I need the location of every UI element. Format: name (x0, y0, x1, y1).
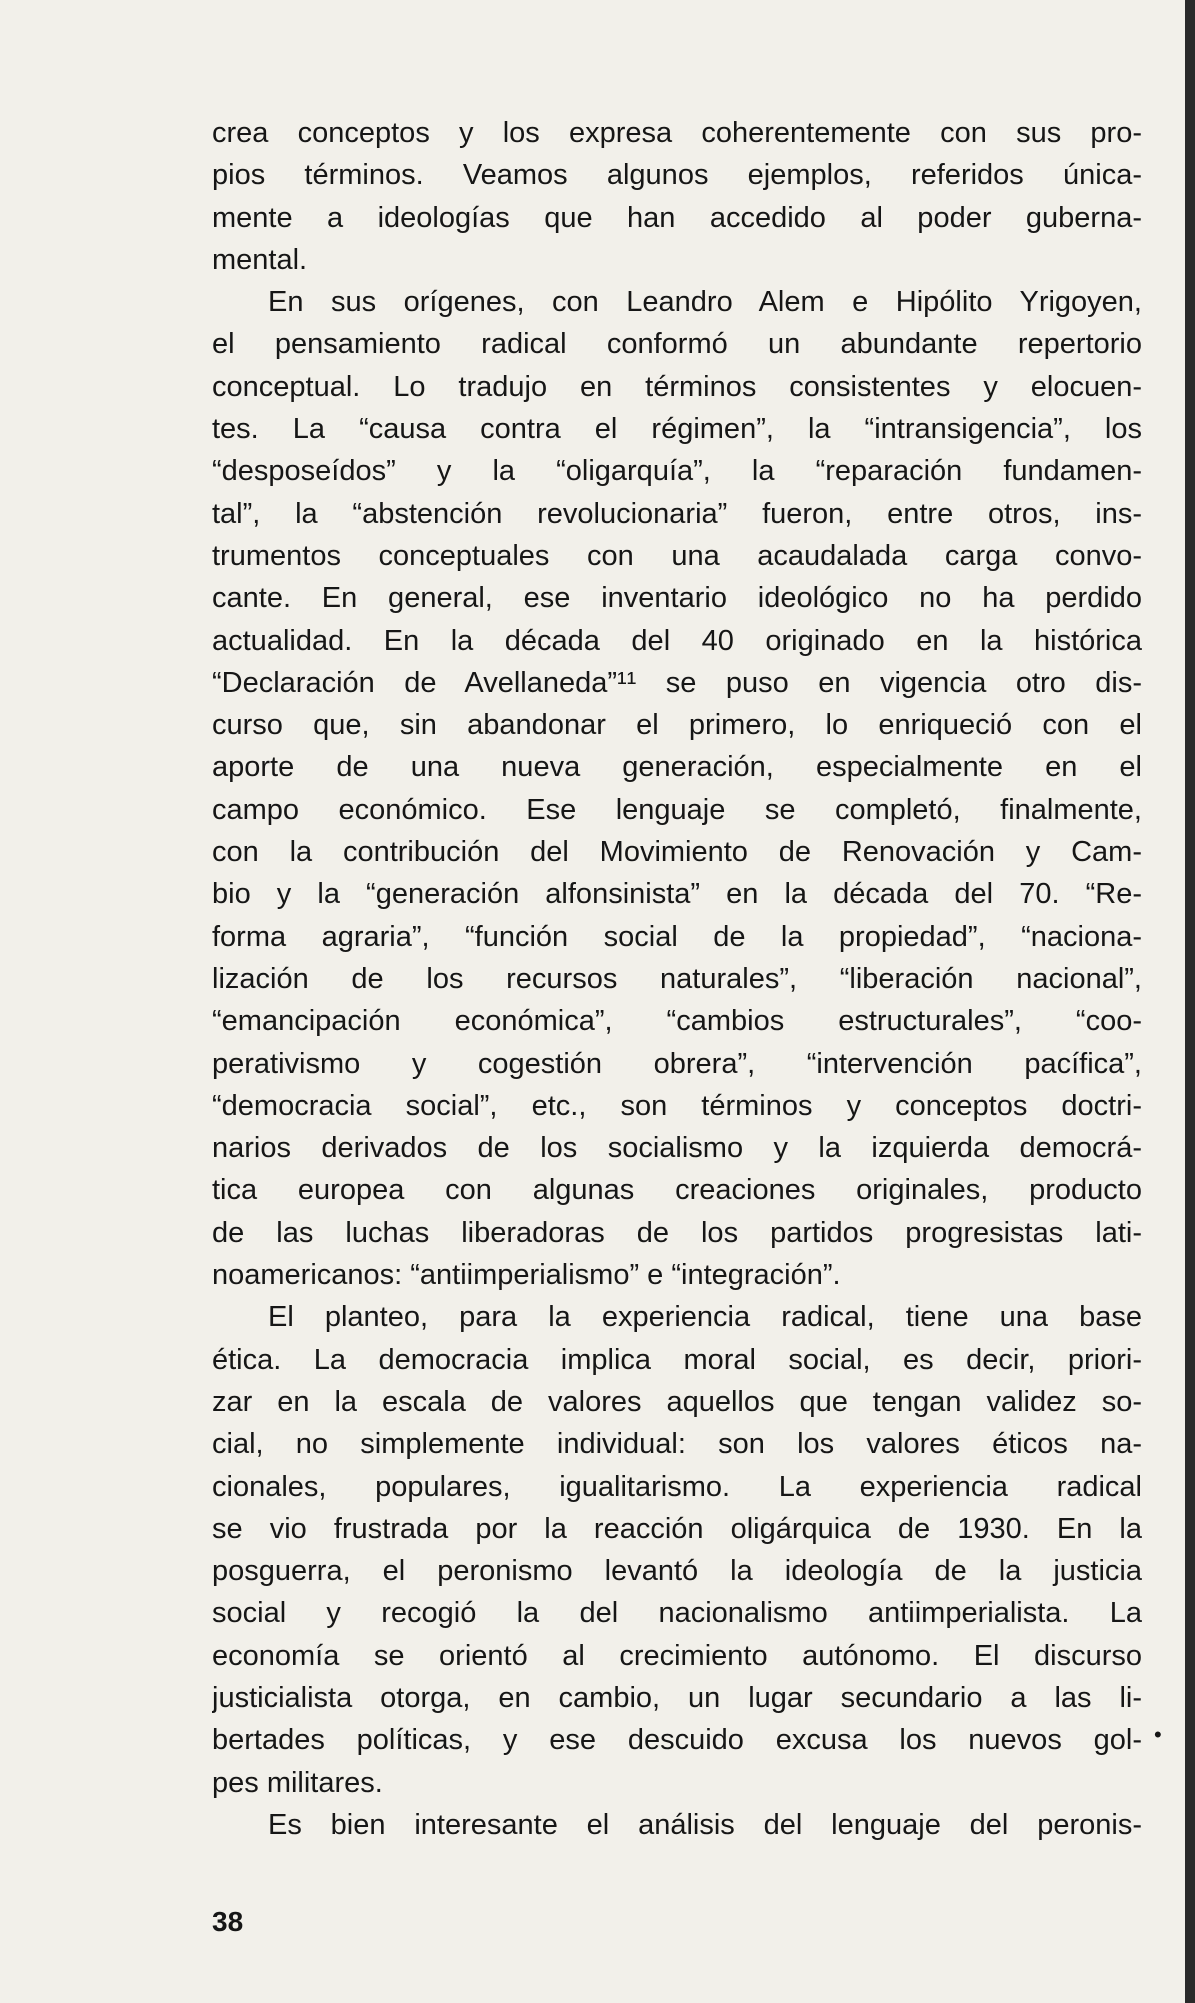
text-line: pes militares. (212, 1766, 383, 1799)
text-line: el pensamiento radical conformó un abundante repertorio (212, 328, 1142, 361)
text-line: “Declaración de Avellaneda”¹¹ se puso en vigencia otro dis- (212, 666, 1142, 699)
text-line: noamericanos: “antiimperialismo” e “integración”. (212, 1259, 841, 1292)
text-line: “democracia social”, etc., son términos y conceptos doctri- (212, 1089, 1142, 1122)
text-line: zar en la escala de valores aquellos que tengan validez so- (212, 1385, 1142, 1418)
text-line: ética. La democracia implica moral social, es decir, priori- (212, 1343, 1142, 1376)
text-line: campo económico. Ese lenguaje se completó, finalmente, (212, 793, 1142, 826)
text-line: tes. La “causa contra el régimen”, la “intransigencia”, los (212, 413, 1142, 446)
text-line: bertades políticas, y ese descuido excusa los nuevos gol- (212, 1724, 1142, 1757)
text-line: bio y la “generación alfonsinista” en la década del 70. “Re- (212, 878, 1142, 911)
text-line: se vio frustrada por la reacción oligárquica de 1930. En la (212, 1512, 1142, 1545)
text-line: “emancipación económica”, “cambios estructurales”, “coo- (212, 1005, 1142, 1038)
text-line: conceptual. Lo tradujo en términos consistentes y elocuen- (212, 370, 1142, 403)
text-line: cante. En general, ese inventario ideológico no ha perdido (212, 582, 1142, 615)
text-line: cionales, populares, igualitarismo. La experiencia radical (212, 1470, 1142, 1503)
text-line: tica europea con algunas creaciones originales, producto (212, 1174, 1142, 1207)
body-text (212, 112, 1142, 1846)
text-line: Es bien interesante el análisis del lenguaje del peronis- (268, 1808, 1142, 1841)
text-line: social y recogió la del nacionalismo antiimperialista. La (212, 1597, 1142, 1630)
text-line: mental. (212, 243, 308, 276)
text-line: actualidad. En la década del 40 originado en la histórica (212, 624, 1142, 657)
text-line: forma agraria”, “función social de la propiedad”, “naciona- (212, 920, 1142, 953)
text-line: mente a ideologías que han accedido al poder guberna- (212, 201, 1142, 234)
text-line: En sus orígenes, con Leandro Alem e Hipólito Yrigoyen, (268, 286, 1142, 319)
text-line: economía se orientó al crecimiento autónomo. El discurso (212, 1639, 1142, 1672)
text-line: curso que, sin abandonar el primero, lo enriqueció con el (212, 709, 1142, 742)
text-line: El planteo, para la experiencia radical, tiene una base (268, 1301, 1142, 1334)
text-line: justicialista otorga, en cambio, un lugar secundario a las li- (212, 1681, 1142, 1714)
text-line: “desposeídos” y la “oligarquía”, la “reparación fundamen- (212, 455, 1142, 488)
text-line: posguerra, el peronismo levantó la ideología de la justicia (212, 1555, 1142, 1588)
text-line: de las luchas liberadoras de los partidos progresistas lati- (212, 1216, 1142, 1249)
page-edge (1185, 0, 1195, 2003)
text-line: crea conceptos y los expresa coherentemente con sus pro- (212, 117, 1142, 149)
page-number: 38 (212, 1906, 244, 1937)
text-line: pios términos. Veamos algunos ejemplos, referidos única- (212, 159, 1142, 192)
text-line: perativismo y cogestión obrera”, “intervención pacífica”, (212, 1047, 1142, 1080)
margin-mark: • (1154, 1722, 1162, 1747)
text-line: trumentos conceptuales con una acaudalada carga convo- (212, 539, 1142, 572)
text-line: narios derivados de los socialismo y la izquierda democrá- (212, 1132, 1142, 1165)
text-line: con la contribución del Movimiento de Renovación y Cam- (212, 836, 1142, 869)
text-line: tal”, la “abstención revolucionaria” fueron, entre otros, ins- (212, 497, 1142, 530)
text-line: aporte de una nueva generación, especialmente en el (212, 751, 1142, 784)
text-line: lización de los recursos naturales”, “liberación nacional”, (212, 962, 1142, 995)
text-line: cial, no simplemente individual: son los valores éticos na- (212, 1428, 1142, 1461)
